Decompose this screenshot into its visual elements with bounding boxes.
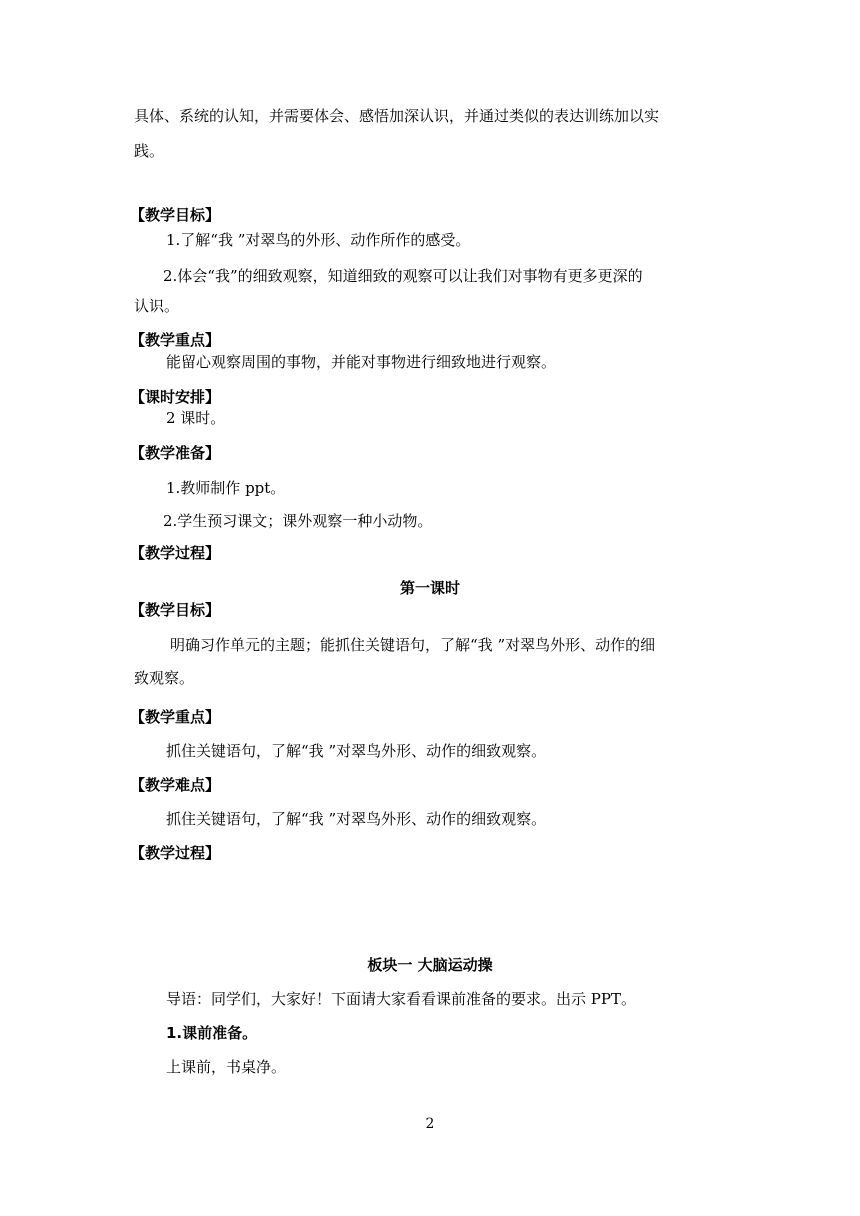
lesson1-title: 第一课时: [399, 579, 460, 597]
block1-item-heading: 1.课前准备。: [166, 1024, 258, 1042]
lesson1-process-heading: 【教学过程】: [130, 844, 221, 862]
goals-item-2-line-1: 2.体会“我”的细致观察，知道细致的观察可以让我们对事物有更多更深的: [163, 267, 643, 285]
process-heading: 【教学过程】: [130, 544, 221, 562]
block1-title: 板块一 大脑运动操: [367, 956, 493, 974]
block1-item-text: 上课前，书桌净。: [166, 1058, 287, 1076]
focus-heading: 【教学重点】: [130, 331, 221, 349]
goals-heading: 【教学目标】: [130, 206, 221, 224]
lesson1-difficulty-heading: 【教学难点】: [130, 776, 221, 794]
goals-item-1: 1.了解“我 ”对翠鸟的外形、动作所作的感受。: [166, 231, 471, 249]
lesson1-focus-text: 抓住关键语句，了解“我 ”对翠鸟外形、动作的细致观察。: [166, 742, 547, 760]
block1-intro: 导语：同学们，大家好！下面请大家看看课前准备的要求。出示 PPT。: [166, 990, 636, 1008]
lesson1-difficulty-text: 抓住关键语句，了解“我 ”对翠鸟外形、动作的细致观察。: [166, 810, 547, 828]
focus-text: 能留心观察周围的事物，并能对事物进行细致地进行观察。: [166, 353, 557, 371]
prep-heading: 【教学准备】: [130, 444, 221, 462]
lesson1-goals-heading: 【教学目标】: [130, 601, 221, 619]
goals-item-2-line-2: 认识。: [134, 297, 180, 315]
schedule-text: 2 课时。: [166, 409, 226, 427]
intro-line-2: 践。: [134, 142, 165, 160]
schedule-heading: 【课时安排】: [130, 388, 221, 406]
prep-item-2: 2.学生预习课文；课外观察一种小动物。: [163, 512, 433, 530]
lesson1-goals-line-2: 致观察。: [134, 669, 195, 687]
intro-line-1: 具体、系统的认知，并需要体会、感悟加深认识，并通过类似的表达训练加以实: [134, 107, 660, 125]
prep-item-1: 1.教师制作 ppt。: [166, 479, 286, 497]
lesson1-focus-heading: 【教学重点】: [130, 708, 221, 726]
page-number: 2: [425, 1116, 435, 1132]
lesson1-goals-line-1: 明确习作单元的主题；能抓住关键语句，了解“我 ”对翠鸟外形、动作的细: [170, 636, 656, 654]
